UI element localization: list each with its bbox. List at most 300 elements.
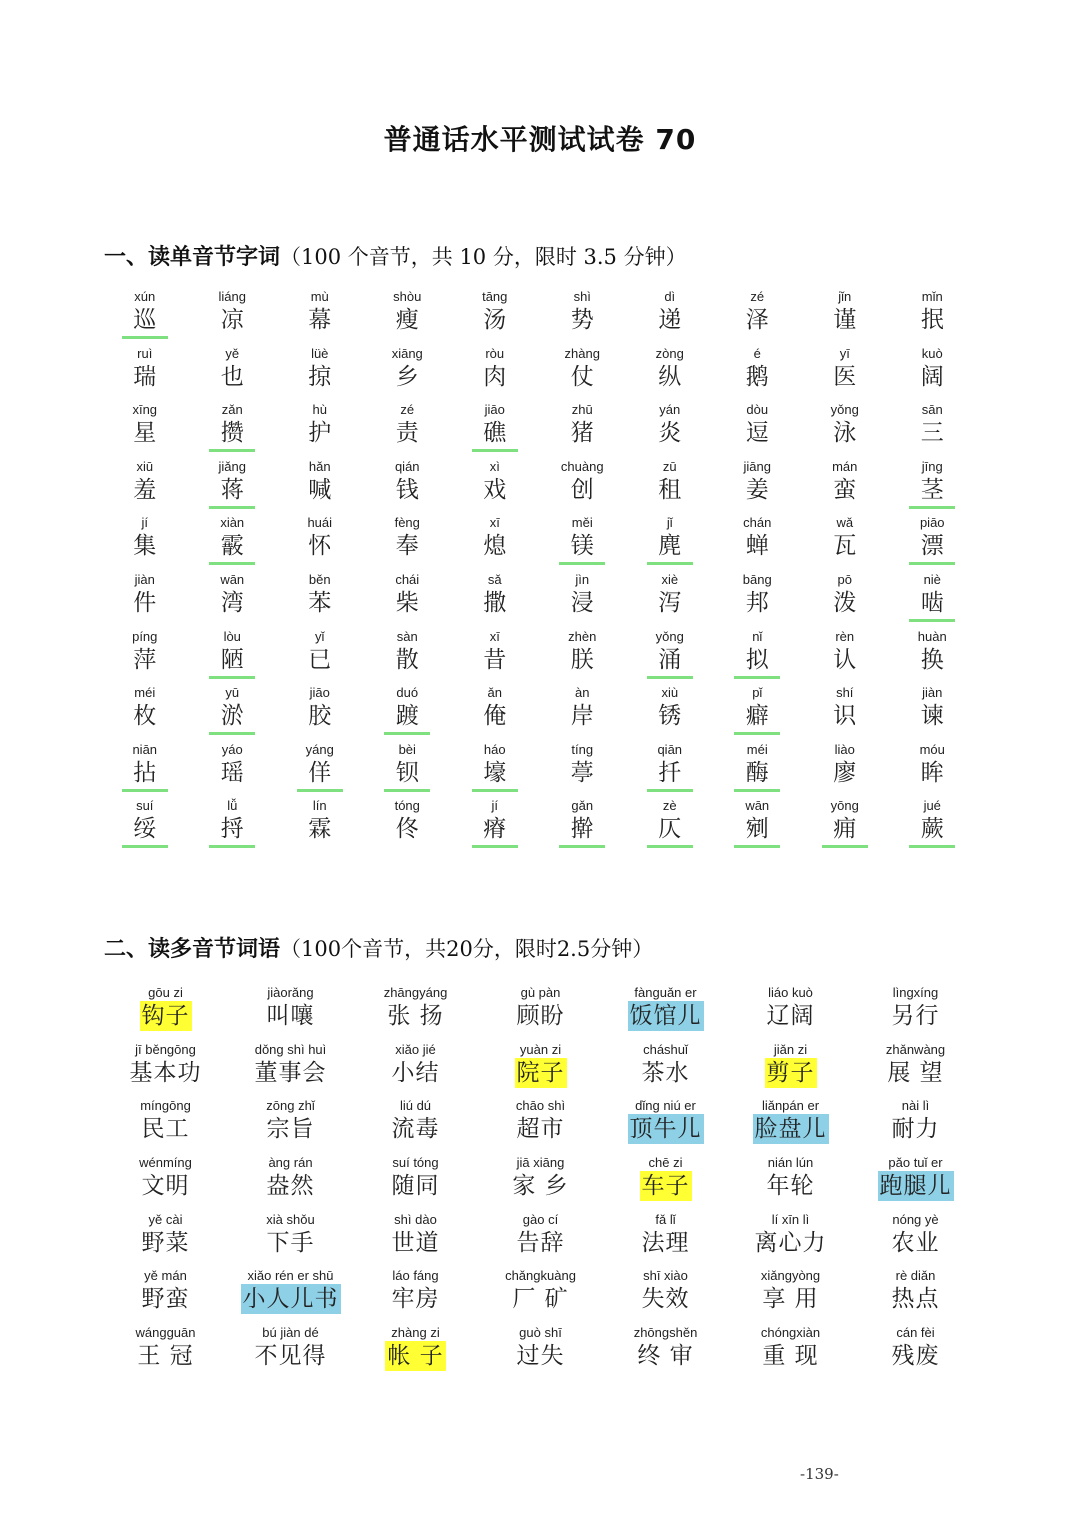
word: 野蛮 — [141, 1286, 190, 1313]
hanzi: 掠 — [308, 363, 332, 390]
word: 叫嚷 — [266, 1003, 315, 1029]
highlight-underline — [559, 789, 605, 792]
pinyin: cán fèi — [896, 1325, 935, 1341]
section-1-note: （100 个音节，共 10 分，限时 3.5 分钟） — [280, 245, 687, 269]
hanzi: 星 — [133, 420, 157, 447]
pinyin: lìngxíng — [892, 985, 939, 1000]
highlight-underline — [209, 562, 255, 565]
highlight-underline — [297, 676, 343, 679]
hanzi: 浸 — [570, 589, 594, 616]
pinyin: ruì — [137, 345, 153, 361]
pinyin: shí — [836, 685, 854, 701]
hanzi: 绥 — [133, 816, 157, 843]
word: 王 冠 — [137, 1343, 194, 1370]
highlight-underline — [822, 449, 868, 452]
hanzi: 踱 — [395, 703, 419, 730]
pinyin: wángguān — [135, 1325, 196, 1341]
pinyin: xiǎo jié — [395, 1041, 436, 1057]
highlight-underline — [209, 732, 255, 735]
word-item — [603, 1324, 728, 1381]
hanzi: 泻 — [658, 589, 682, 616]
highlight-underline — [647, 449, 693, 452]
hanzi: 拟 — [745, 646, 769, 673]
word: 告辞 — [516, 1229, 565, 1256]
highlight-underline — [734, 789, 780, 792]
pinyin: zhū — [571, 402, 593, 418]
word-item — [353, 984, 478, 1041]
hanzi: 件 — [133, 589, 157, 616]
word-item — [853, 1324, 978, 1381]
pinyin: pō — [837, 571, 852, 587]
highlight-underline — [384, 676, 430, 679]
syllable-item — [626, 628, 714, 685]
syllable-item — [714, 797, 802, 854]
hanzi: 凉 — [220, 307, 244, 333]
pinyin: fǎ lǐ — [655, 1211, 676, 1227]
word: 年轮 — [766, 1173, 815, 1200]
word: 不见得 — [254, 1343, 327, 1370]
syllable-item — [714, 345, 802, 402]
word-item — [603, 1211, 728, 1268]
hanzi: 漂 — [920, 533, 944, 560]
syllable-item — [451, 288, 539, 345]
highlight-underline — [734, 619, 780, 622]
hanzi: 递 — [658, 307, 682, 333]
hanzi: 朕 — [570, 646, 594, 673]
hanzi: 幕 — [308, 307, 332, 333]
highlight-underline — [122, 562, 168, 565]
pinyin: mù — [310, 289, 329, 304]
pinyin: lí xīn lì — [771, 1211, 810, 1227]
pinyin: xī — [489, 515, 500, 531]
word: 文明 — [141, 1173, 190, 1200]
syllable-item — [189, 741, 277, 798]
pinyin: shòu — [393, 289, 422, 304]
pinyin: chuàng — [560, 458, 604, 474]
syllable-item — [189, 288, 277, 345]
pinyin: chāo shì — [515, 1098, 566, 1114]
syllable-item — [889, 684, 977, 741]
pinyin: xī — [489, 628, 500, 644]
highlight-underline — [559, 676, 605, 679]
syllable-item — [801, 458, 889, 515]
pinyin: tíng — [571, 741, 594, 757]
syllable-item — [276, 684, 364, 741]
highlight-underline — [384, 619, 430, 622]
pinyin: yǒng — [655, 628, 684, 644]
syllable-item — [101, 684, 189, 741]
pinyin: wǎ — [836, 515, 854, 531]
pinyin: xì — [489, 458, 500, 474]
syllable-item — [889, 288, 977, 345]
pinyin: xiǎo rén er shū — [247, 1268, 334, 1284]
word: 家 乡 — [512, 1173, 569, 1200]
word: 随同 — [391, 1173, 440, 1200]
syllable-item — [364, 628, 452, 685]
pinyin: yū — [225, 685, 240, 701]
syllable-item — [189, 797, 277, 854]
pinyin: jǐ — [666, 515, 673, 531]
syllable-item — [539, 741, 627, 798]
syllable-item — [364, 401, 452, 458]
hanzi: 医 — [833, 363, 857, 390]
highlight-underline — [472, 845, 518, 848]
pinyin: huái — [307, 515, 333, 531]
word-item — [353, 1154, 478, 1211]
syllable-item — [714, 288, 802, 345]
word-item — [853, 1097, 978, 1154]
syllable-item — [276, 571, 364, 628]
syllable-item — [276, 288, 364, 345]
word-item — [103, 1097, 228, 1154]
syllable-item — [801, 628, 889, 685]
hanzi: 礁 — [483, 420, 507, 447]
word-item — [478, 1211, 603, 1268]
syllable-item — [451, 514, 539, 571]
pinyin: nián lún — [767, 1155, 814, 1171]
hanzi: 枚 — [133, 703, 157, 730]
highlight-underline — [559, 506, 605, 509]
word: 宗旨 — [266, 1116, 315, 1143]
word-item — [228, 984, 353, 1041]
highlight-underline — [384, 449, 430, 452]
syllable-item — [276, 514, 364, 571]
word-item — [853, 1267, 978, 1324]
pinyin: láo fáng — [392, 1268, 439, 1284]
syllable-item — [364, 458, 452, 515]
highlight-underline — [559, 336, 605, 339]
hanzi: 瑞 — [133, 363, 157, 390]
pinyin: cháshuǐ — [643, 1041, 688, 1057]
page-number: -139- — [800, 1465, 839, 1483]
pinyin: qiān — [657, 741, 683, 757]
pinyin: yáo — [221, 741, 243, 757]
pinyin: xīng — [132, 402, 158, 418]
word: 流毒 — [391, 1116, 440, 1143]
hanzi: 茎 — [920, 476, 944, 503]
section-2-note: （100个音节，共20分，限时2.5分钟） — [280, 937, 654, 961]
pinyin: bèi — [398, 741, 416, 757]
word: 下手 — [266, 1229, 315, 1256]
pinyin: shì — [573, 289, 591, 304]
syllable-item — [889, 514, 977, 571]
syllable-item — [626, 288, 714, 345]
word: 超市 — [516, 1116, 565, 1143]
pinyin: xún — [134, 289, 156, 304]
highlight-underline — [297, 732, 343, 735]
highlight-underline — [909, 845, 955, 848]
hanzi: 淤 — [220, 703, 244, 730]
word-item — [853, 984, 978, 1041]
syllable-item — [801, 345, 889, 402]
highlight-underline — [559, 562, 605, 565]
highlight-underline — [822, 619, 868, 622]
pinyin: niè — [923, 571, 941, 587]
word-item — [728, 1154, 853, 1211]
pinyin: gōu zi — [148, 985, 183, 1000]
pinyin: piāo — [919, 515, 945, 531]
pinyin: hù — [312, 402, 327, 418]
multi-syllable-grid — [103, 984, 978, 1381]
hanzi: 瑶 — [220, 759, 244, 786]
word-item — [603, 1267, 728, 1324]
hanzi: 责 — [395, 420, 419, 447]
highlight-underline — [822, 336, 868, 339]
pinyin: yáng — [305, 741, 334, 757]
hanzi: 俺 — [483, 703, 507, 730]
syllable-item — [626, 514, 714, 571]
highlight-underline — [909, 619, 955, 622]
word: 饭馆儿 — [629, 1003, 702, 1029]
syllable-item — [539, 628, 627, 685]
syllable-item — [101, 458, 189, 515]
highlight-underline — [384, 562, 430, 565]
syllable-item — [189, 514, 277, 571]
highlight-underline — [909, 506, 955, 509]
word: 失效 — [641, 1286, 690, 1313]
word: 残废 — [891, 1343, 940, 1370]
hanzi: 泳 — [833, 420, 857, 447]
word-item — [478, 1324, 603, 1381]
syllable-item — [714, 401, 802, 458]
word-item — [478, 1097, 603, 1154]
pinyin: dǒng shì huì — [254, 1041, 327, 1057]
highlight-underline — [122, 619, 168, 622]
syllable-item — [101, 345, 189, 402]
hanzi: 识 — [833, 703, 857, 730]
pinyin: yǒng — [830, 402, 859, 418]
hanzi: 租 — [658, 476, 682, 503]
highlight-underline — [647, 336, 693, 339]
syllable-item — [189, 401, 277, 458]
syllable-item — [889, 797, 977, 854]
pinyin: niān — [132, 741, 158, 757]
word-item — [478, 1154, 603, 1211]
syllable-item — [801, 514, 889, 571]
highlight-underline — [209, 336, 255, 339]
highlight-underline — [297, 506, 343, 509]
hanzi: 阔 — [920, 363, 944, 390]
pinyin: zhāngyáng — [383, 985, 448, 1000]
word-item — [103, 984, 228, 1041]
syllable-item — [889, 628, 977, 685]
word-item — [228, 1097, 353, 1154]
syllable-item — [364, 684, 452, 741]
hanzi: 势 — [570, 307, 594, 333]
hanzi: 邦 — [745, 589, 769, 616]
highlight-underline — [122, 789, 168, 792]
pinyin: měi — [571, 515, 593, 531]
syllable-item — [801, 741, 889, 798]
word-item — [853, 1041, 978, 1098]
word: 终 审 — [637, 1343, 694, 1370]
hanzi: 散 — [395, 646, 419, 673]
pinyin: liào — [834, 741, 855, 757]
syllable-item — [276, 741, 364, 798]
word-item — [603, 1154, 728, 1211]
hanzi: 擀 — [570, 816, 594, 843]
hanzi: 麂 — [658, 533, 682, 560]
pinyin: gù pàn — [520, 985, 561, 1000]
pinyin: chǎngkuàng — [505, 1268, 576, 1284]
highlight-underline — [822, 845, 868, 848]
hanzi: 谏 — [920, 703, 944, 730]
highlight-underline — [209, 789, 255, 792]
highlight-underline — [734, 732, 780, 735]
pinyin: zhèn — [568, 628, 597, 644]
syllable-item — [539, 401, 627, 458]
hanzi: 泼 — [833, 589, 857, 616]
word-item — [853, 1211, 978, 1268]
pinyin: àng rán — [268, 1155, 313, 1171]
pinyin: zōng zhǐ — [266, 1098, 315, 1114]
pinyin: móu — [919, 741, 945, 757]
highlight-underline — [647, 845, 693, 848]
word-item — [228, 1154, 353, 1211]
highlight-underline — [297, 789, 343, 792]
pinyin: méi — [134, 685, 156, 701]
pinyin: fànguǎn er — [634, 985, 697, 1000]
word: 剪子 — [766, 1059, 815, 1086]
pinyin: tóng — [394, 798, 420, 814]
hanzi: 集 — [133, 533, 157, 560]
highlight-underline — [209, 619, 255, 622]
pinyin: ròu — [485, 345, 505, 361]
highlight-underline — [909, 336, 955, 339]
word-item — [353, 1324, 478, 1381]
syllable-item — [189, 684, 277, 741]
hanzi: 癖 — [745, 703, 769, 730]
syllable-item — [539, 797, 627, 854]
word: 民工 — [141, 1116, 190, 1143]
word: 帐 子 — [387, 1343, 444, 1370]
syllable-item — [451, 345, 539, 402]
hanzi: 巡 — [133, 307, 157, 333]
highlight-underline — [384, 789, 430, 792]
word-item — [603, 1041, 728, 1098]
highlight-underline — [472, 449, 518, 452]
pinyin: tāng — [482, 289, 508, 304]
hanzi: 萍 — [133, 646, 157, 673]
word-item — [353, 1041, 478, 1098]
pinyin: jiā xiāng — [516, 1155, 565, 1171]
pinyin: liǎnpán er — [761, 1098, 820, 1114]
hanzi: 炎 — [658, 420, 682, 447]
hanzi: 攒 — [220, 420, 244, 447]
pinyin: guò shī — [519, 1325, 562, 1341]
pinyin: jí — [141, 515, 148, 531]
pinyin: jiàn — [922, 685, 943, 701]
highlight-underline — [472, 393, 518, 396]
pinyin: jiǎng — [218, 458, 246, 474]
hanzi: 酶 — [745, 759, 769, 786]
pinyin: suí — [136, 798, 154, 814]
highlight-underline — [822, 732, 868, 735]
hanzi: 瘠 — [483, 816, 507, 843]
pinyin: lǚ — [227, 798, 238, 814]
syllable-item — [189, 345, 277, 402]
syllable-item — [626, 741, 714, 798]
pinyin: xià shǒu — [266, 1211, 315, 1227]
hanzi: 锈 — [658, 703, 682, 730]
highlight-underline — [384, 732, 430, 735]
pinyin: yě — [225, 345, 240, 361]
syllable-item — [889, 741, 977, 798]
hanzi: 瓦 — [833, 533, 857, 560]
hanzi: 也 — [220, 363, 244, 390]
word-item — [103, 1154, 228, 1211]
syllable-item — [101, 514, 189, 571]
pinyin: pǎo tuǐ er — [888, 1155, 943, 1171]
hanzi: 创 — [570, 476, 594, 503]
hanzi: 谨 — [833, 307, 857, 333]
word-item — [478, 1041, 603, 1098]
highlight-underline — [297, 393, 343, 396]
syllable-item — [889, 458, 977, 515]
syllable-item — [451, 628, 539, 685]
highlight-underline — [909, 732, 955, 735]
word: 院子 — [516, 1059, 565, 1086]
pinyin: nǐ — [752, 628, 763, 644]
hanzi: 乡 — [395, 363, 419, 390]
word: 跑腿儿 — [879, 1173, 952, 1200]
pinyin: sǎ — [487, 571, 502, 587]
pinyin: yǐ — [315, 628, 325, 644]
section-2-heading: 二、读多音节词语 — [104, 937, 281, 962]
word: 厂 矿 — [512, 1286, 569, 1313]
word-item — [728, 1324, 853, 1381]
syllable-item — [364, 514, 452, 571]
syllable-item — [626, 401, 714, 458]
word-item — [728, 1267, 853, 1324]
hanzi: 仄 — [658, 816, 682, 843]
hanzi: 怀 — [308, 533, 332, 560]
word-item — [103, 1041, 228, 1098]
highlight-underline — [472, 789, 518, 792]
word-item — [728, 1097, 853, 1154]
hanzi: 姜 — [745, 476, 769, 503]
syllable-item — [451, 684, 539, 741]
hanzi: 肉 — [483, 363, 507, 390]
pinyin: yī — [839, 345, 850, 361]
highlight-underline — [734, 506, 780, 509]
word-item — [228, 1211, 353, 1268]
pinyin: zhǎnwàng — [885, 1041, 946, 1057]
syllable-item — [714, 628, 802, 685]
pinyin: jiàn — [134, 571, 155, 587]
pinyin: lüè — [311, 345, 329, 361]
highlight-underline — [209, 506, 255, 509]
word: 张 扬 — [387, 1003, 444, 1029]
syllable-item — [626, 797, 714, 854]
syllable-item — [451, 401, 539, 458]
pinyin: fèng — [394, 515, 420, 531]
pinyin: jiāo — [484, 402, 505, 418]
hanzi: 戏 — [483, 476, 507, 503]
pinyin: mǐn — [921, 289, 943, 304]
pinyin: é — [753, 345, 761, 361]
hanzi: 湾 — [220, 589, 244, 616]
pinyin: hǎn — [308, 458, 331, 474]
word: 辽阔 — [766, 1003, 815, 1029]
highlight-underline — [384, 393, 430, 396]
syllable-item — [714, 684, 802, 741]
syllable-item — [276, 401, 364, 458]
syllable-item — [889, 345, 977, 402]
pinyin: jiāo — [309, 685, 330, 701]
word: 茶水 — [641, 1059, 690, 1086]
section-1-title — [104, 240, 687, 271]
